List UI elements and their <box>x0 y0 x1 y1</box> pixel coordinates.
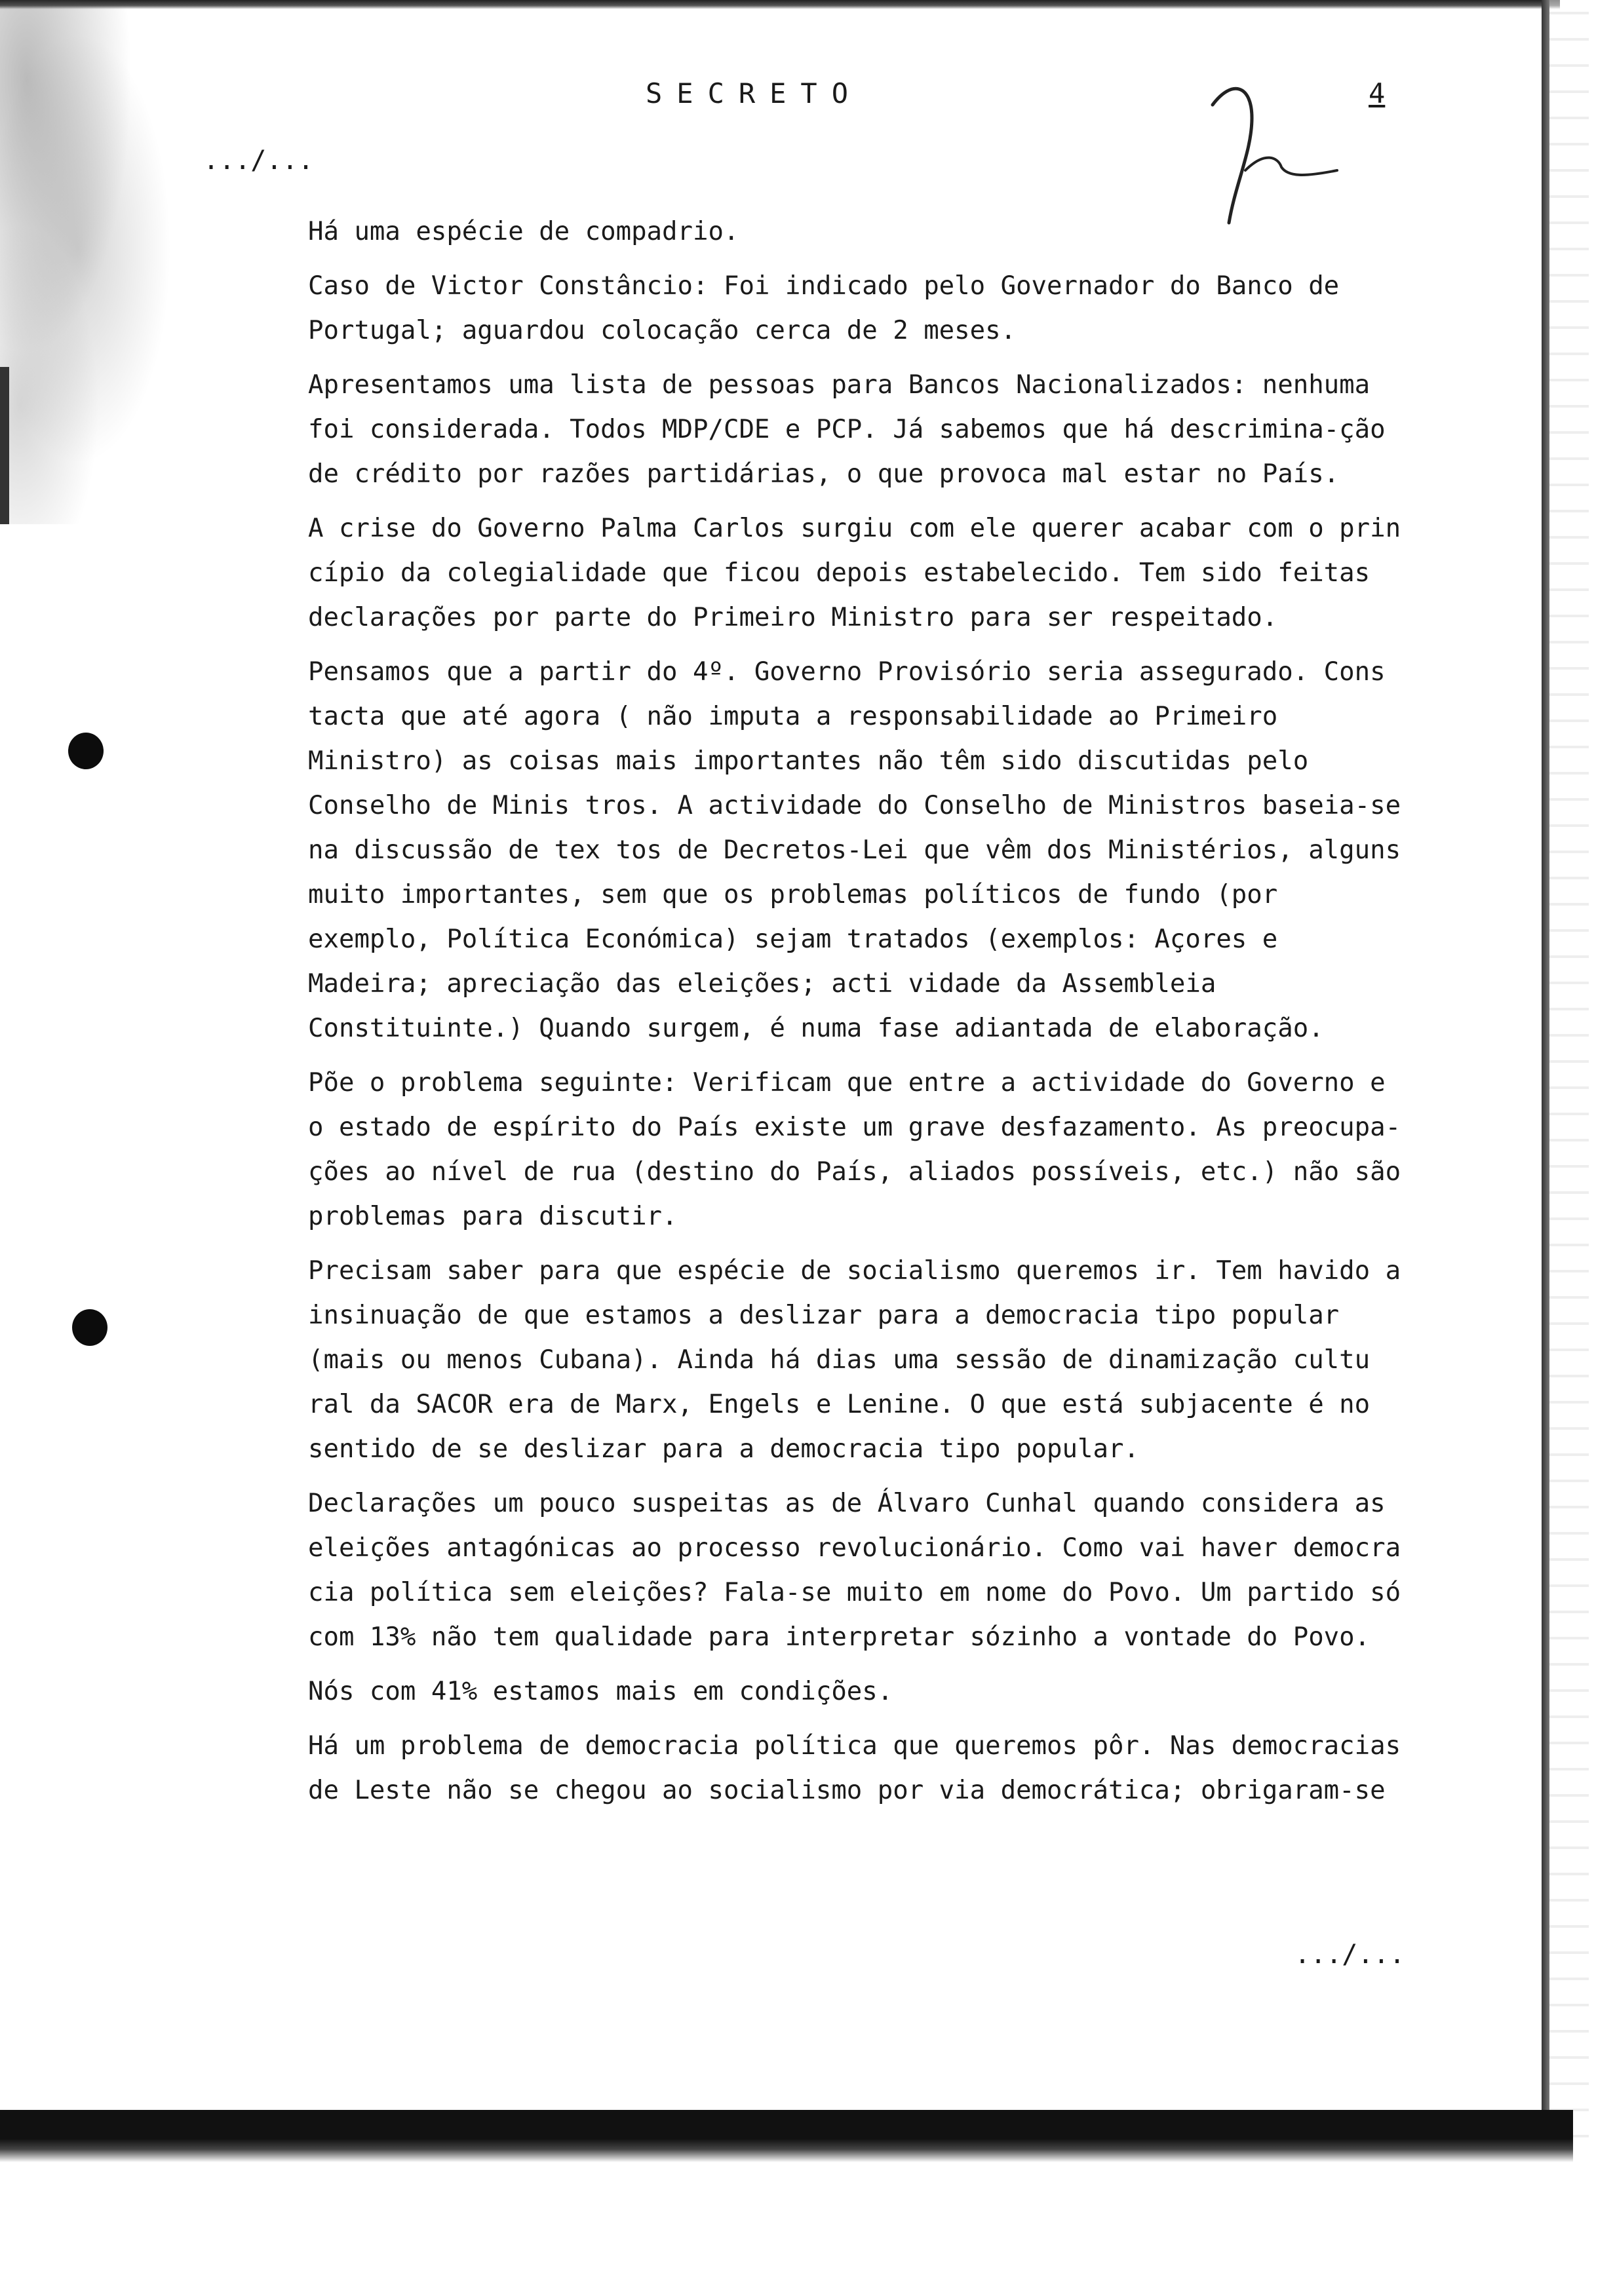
paragraph: Apresentamos uma lista de pessoas para Bancos Nacionalizados: nenhuma foi considerada. Todos MDP/CDE e PCP. Já sabemos que há descrimina-ção de crédito por razões partidárias, o que provoca mal estar no País. <box>308 370 1386 489</box>
scan-top-edge <box>0 0 1560 9</box>
continuation-marker-top: .../... <box>203 145 314 176</box>
classification-header: SECRETO <box>646 77 863 109</box>
paragraph: Pensamos que a partir do 4º. Governo Provisório seria assegurado. Cons tacta que até agora ( não imputa a responsabilidade ao Primeiro Ministro) as coisas mais importantes não têm sido discutidas pelo Conselho de Minis tros. A actividade do Conselho de Ministros baseia-se na discussão de tex tos de Decretos-Lei que vêm dos Ministérios, alguns muito importantes, sem que os problemas políticos de fundo (por exemplo, Política Económica) sejam tratados (exemplos: Açores e Madeira; apreciação das eleições; acti vidade da Assembleia Constituinte.) Quando surgem, é numa fase adiantada de elaboração. <box>308 657 1401 1043</box>
scan-smudge <box>0 0 197 524</box>
punch-hole-top <box>68 733 104 769</box>
paragraph: Põe o problema seguinte: Verificam que entre a actividade do Governo e o estado de espírito do País existe um grave desfazamento. As preocupa-ções ao nível de rua (destino do País, aliados possíveis, etc.) não são problemas para discutir. <box>308 1068 1401 1231</box>
paragraph: Declarações um pouco suspeitas as de Álvaro Cunhal quando considera as eleições antagónicas ao processo revolucionário. Como vai haver democra cia política sem eleições? Fala-se muito em nome do Povo. Um partido só com 13% não tem qualidade para interpretar sózinho a vontade do Povo. <box>308 1489 1401 1652</box>
page-number: 4 <box>1369 77 1386 109</box>
paragraph: Há uma espécie de compadrio. <box>308 217 739 246</box>
paragraph: Caso de Victor Constâncio: Foi indicado pelo Governador do Banco de Portugal; aguardou colocação cerca de 2 meses. <box>308 271 1340 345</box>
paragraph: Precisam saber para que espécie de socialismo queremos ir. Tem havido a insinuação de que estamos a deslizar para a democracia tipo popular (mais ou menos Cubana). Ainda há dias uma sessão de dinamização cultu ral da SACOR era de Marx, Engels e Lenine. O que está subjacente é no sentido de se deslizar para a democracia tipo popular. <box>308 1256 1401 1464</box>
scan-left-edge <box>0 367 9 524</box>
scan-bottom-edge <box>0 2110 1573 2162</box>
continuation-marker-bottom: .../... <box>1294 1940 1405 1970</box>
paragraph: Há um problema de democracia política que queremos pôr. Nas democracias de Leste não se chegou ao socialismo por via democrática; obrigaram-se <box>308 1731 1401 1805</box>
paragraph: A crise do Governo Palma Carlos surgiu com ele querer acabar com o prin cípio da colegialidade que ficou depois estabelecido. Tem sido feitas declarações por parte do Primeiro Ministro para ser respeitado. <box>308 514 1401 632</box>
scan-right-edge <box>1542 0 1549 2143</box>
punch-hole-bottom <box>72 1309 107 1346</box>
scan-right-noise <box>1549 0 1589 2143</box>
paragraph: Nós com 41% estamos mais em condições. <box>308 1677 893 1706</box>
memo-body <box>308 210 1409 1823</box>
